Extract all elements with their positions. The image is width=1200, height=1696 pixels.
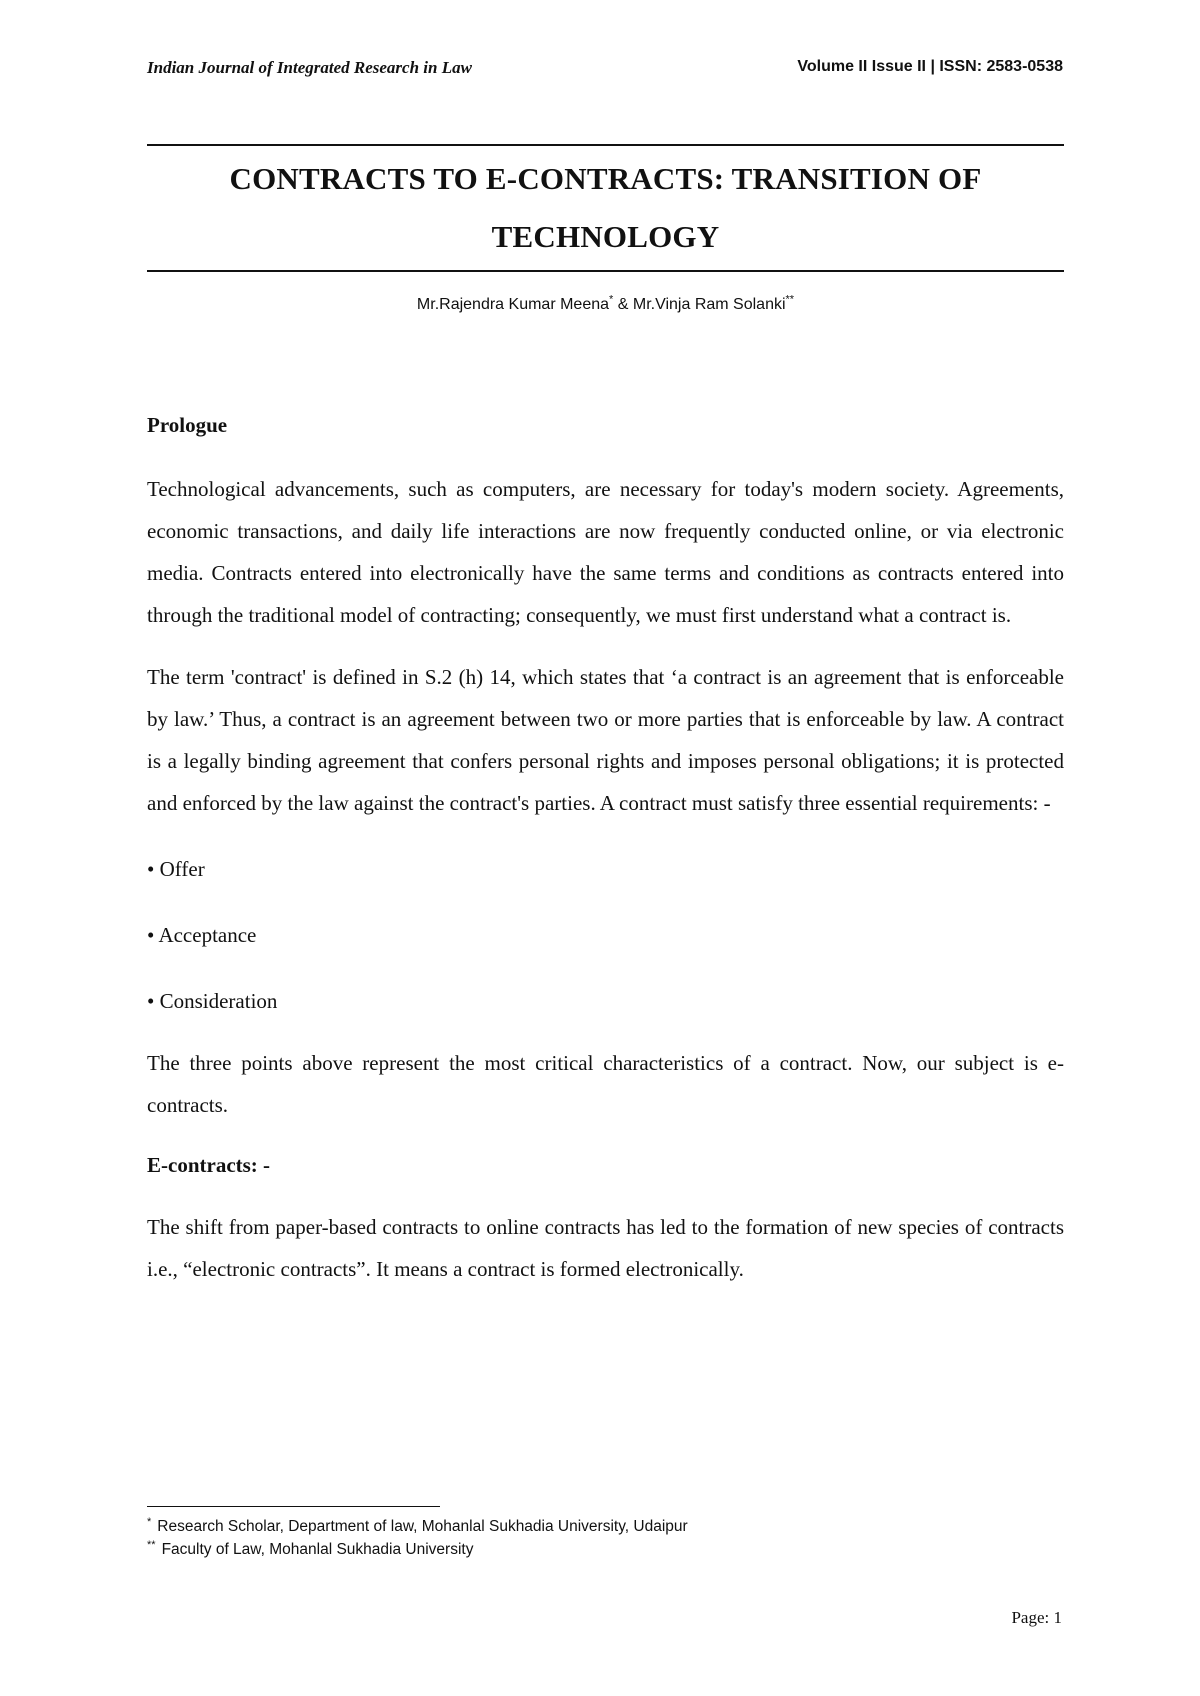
paragraph: Technological advancements, such as computers, are necessary for today's modern society. Agreements, economic transactions, and daily life interactions are now frequently conducted online, or via electronic media. Contracts entered into electronically have the same terms and conditions as contracts entered into through the traditional model of contracting; consequently, we must first understand what a contract is. (147, 477, 1064, 627)
footnote-2-text: Faculty of Law, Mohanlal Sukhadia University (161, 1541, 474, 1558)
paper-title (147, 150, 1064, 266)
volume-issue-issn: Volume II Issue II | ISSN: 2583-0538 (797, 58, 1063, 75)
paragraph: The term 'contract' is defined in S.2 (h) 14, which states that ‘a contract is an agreement that is enforceable by law.’ Thus, a contract is an agreement between two or more parties that is enforceable by law. A contract is a legally binding agreement that confers personal rights and imposes personal obligations; it is protected and enforced by the law against the contract's parties. A contract must satisfy three essential requirements: - (147, 665, 1064, 815)
list-item-offer: • Offer (147, 857, 205, 881)
author-2: Mr.Vinja Ram Solanki (632, 296, 786, 313)
list-item-consideration: • Consideration (147, 989, 278, 1013)
footnote-2 (147, 1538, 1064, 1561)
footnote-separator (147, 1506, 440, 1507)
section-heading-prologue: Prologue (147, 413, 228, 437)
footnote-1 (147, 1515, 1064, 1538)
page-number: Page: 1 (1011, 1608, 1062, 1627)
journal-name: Indian Journal of Integrated Research in Law (147, 58, 472, 77)
footnote-1-mark: * (147, 1515, 152, 1528)
section-heading-e-contracts: E-contracts: - (147, 1153, 271, 1177)
footnote-1-text: Research Scholar, Department of law, Mohanlal Sukhadia University, Udaipur (157, 1518, 688, 1535)
author-joiner: & (613, 296, 633, 313)
title-line-2: TECHNOLOGY (491, 219, 720, 254)
author-2-footnote-mark: ** (785, 293, 795, 306)
paper-body (147, 410, 1064, 1290)
title-top-rule (147, 144, 1064, 146)
author-1-footnote-mark: * (609, 293, 614, 306)
footnotes (147, 1515, 1064, 1561)
list-item-acceptance: • Acceptance (147, 923, 257, 947)
title-bottom-rule (147, 270, 1064, 272)
author-1: Mr.Rajendra Kumar Meena (416, 296, 610, 313)
footnote-2-mark: ** (147, 1538, 156, 1551)
paragraph: The shift from paper-based contracts to online contracts has led to the formation of new species of contracts i.e., “electronic contracts”. It means a contract is formed electronically. (147, 1215, 1064, 1281)
author-line (147, 293, 1064, 314)
title-line-1: CONTRACTS TO E-CONTRACTS: TRANSITION OF (229, 161, 982, 196)
running-header (147, 58, 1063, 82)
paragraph: The three points above represent the most critical characteristics of a contract. Now, our subject is e-contracts. (147, 1051, 1064, 1117)
